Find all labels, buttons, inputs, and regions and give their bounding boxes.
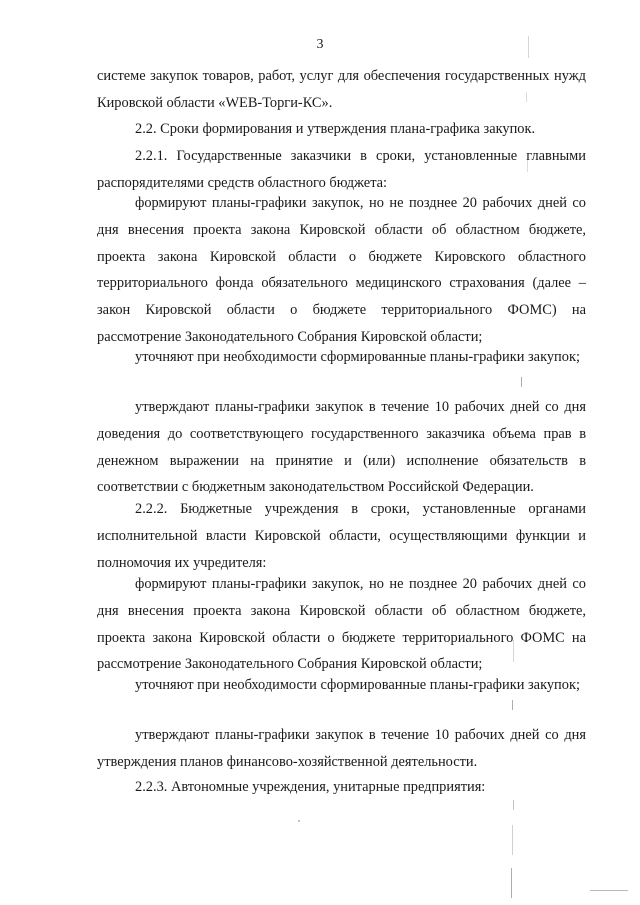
paragraph-2-2-3: 2.2.3. Автономные учреждения, унитарные предприятия: — [135, 779, 486, 795]
scan-artifact — [511, 868, 512, 898]
paragraph-approve-plans: утверждают планы-графики закупок в течение 10 рабочих дней со дня доведения до соответствующего государственного заказчика объема прав в денежном выражении на принятие и (или) исполнение обязательств в соответствии с бюджетным законодательством Российской Федерации. — [97, 399, 586, 496]
paragraph-form-plans-budget: формируют планы-графики закупок, но не позднее 20 рабочих дней со дня внесения проекта закона Кировской области об областном бюджете, проекта закона Кировской области о бюджете территориального ФОМС на рассмотрение Законодательного Собрания Кировской области; — [97, 576, 586, 673]
scan-artifact — [527, 160, 528, 172]
scan-artifact — [513, 640, 514, 662]
paragraph-2-2-1: 2.2.1. Государственные заказчики в сроки, установленные главными распорядителями средств областного бюджета: — [97, 148, 586, 191]
scan-artifact — [513, 800, 514, 810]
scan-artifact — [526, 92, 527, 102]
paragraph-approve-plans-budget: утверждают планы-графики закупок в течение 10 рабочих дней со дня утверждения планов финансово-хозяйственной деятельности. — [97, 727, 586, 770]
page-number: 3 — [316, 37, 324, 52]
section-heading-2-2: 2.2. Сроки формирования и утверждения плана-графика закупок. — [135, 121, 536, 137]
paragraph-continuation: системе закупок товаров, работ, услуг для обеспечения государственных нужд Кировской области «WEB-Торги-КС». — [97, 68, 586, 111]
scan-artifact — [512, 700, 513, 710]
paragraph-2-2-2: 2.2.2. Бюджетные учреждения в сроки, установленные органами исполнительной власти Кировской области, осуществляющими функции и полномочия их учредителя: — [97, 501, 586, 571]
paragraph-refine-plans-budget: уточняют при необходимости сформированные планы-графики закупок; — [135, 677, 580, 693]
scan-artifact — [590, 890, 628, 891]
scan-artifact — [298, 820, 300, 822]
scan-artifact — [528, 36, 529, 58]
scan-artifact — [512, 825, 513, 855]
paragraph-form-plans: формируют планы-графики закупок, но не позднее 20 рабочих дней со дня внесения проекта закона Кировской области об областном бюджете, проекта закона Кировской области о бюджете Кировского областного территориального фонда обязательного медицинского страхования (далее – закон Кировской области о бюджете территориального ФОМС) на рассмотрение Законодательного Собрания Кировской области; — [97, 195, 586, 345]
paragraph-refine-plans: уточняют при необходимости сформированные планы-графики закупок; — [135, 349, 580, 365]
scan-artifact — [521, 377, 522, 387]
